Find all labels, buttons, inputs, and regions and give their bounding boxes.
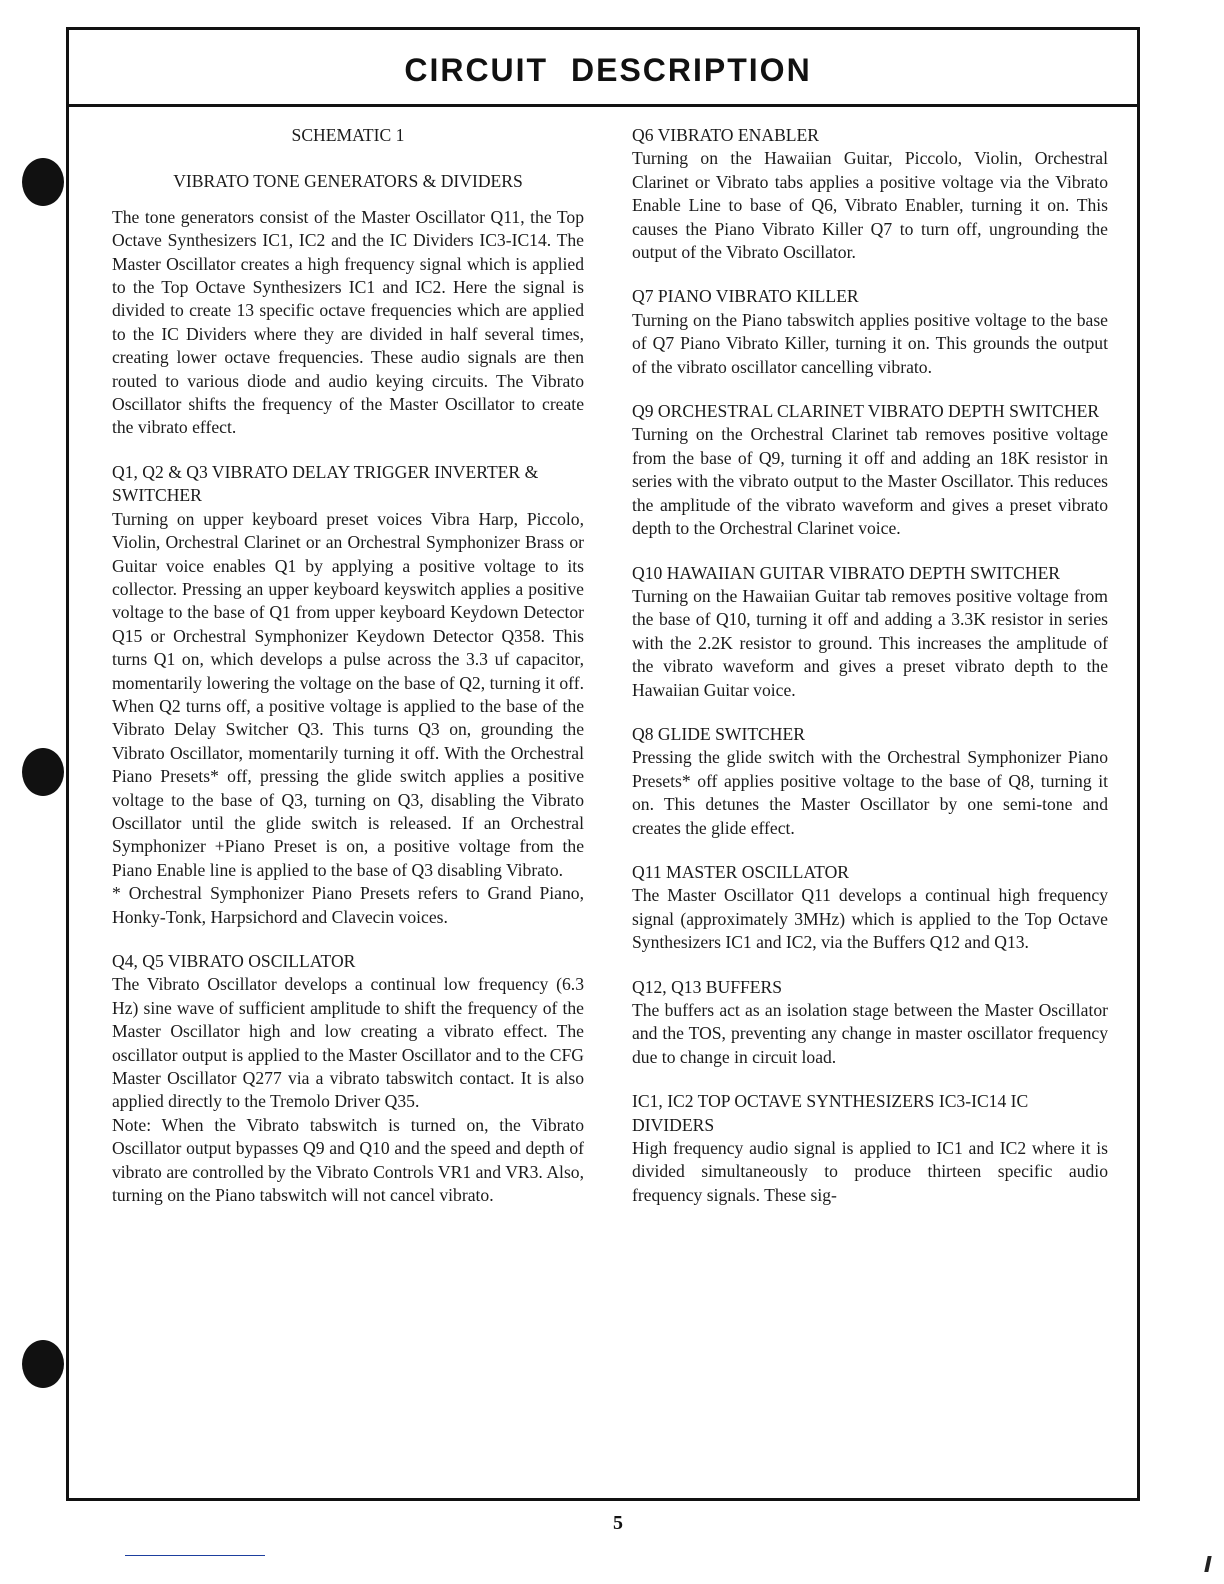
- punch-hole-bottom: [22, 1340, 64, 1388]
- section-body: The buffers act as an isolation stage between the Master Oscillator and the TOS, preventing any change in master oscillator frequency due to change in circuit load.: [632, 1000, 1108, 1067]
- section-heading: Q7 PIANO VIBRATO KILLER: [632, 286, 859, 307]
- section-heading: Q1, Q2 & Q3 VIBRATO DELAY TRIGGER INVERTER & SWITCHER: [112, 461, 539, 506]
- section-q1-q2-q3: [112, 461, 584, 929]
- section-heading: Q12, Q13 BUFFERS: [632, 976, 783, 997]
- section-heading: Q11 MASTER OSCILLATOR: [632, 861, 850, 882]
- section-heading: Q10 HAWAIIAN GUITAR VIBRATO DEPTH SWITCHER: [632, 562, 1061, 583]
- intro-section: [112, 206, 584, 440]
- schematic-title: SCHEMATIC 1: [291, 125, 405, 145]
- intro-paragraph: The tone generators consist of the Master Oscillator Q11, the Top Octave Synthesizers IC1, IC2 and the IC Dividers IC3-IC14. The Master Oscillator creates a high frequency signal which is applied to the Top Octave Synthesizers IC1 and IC2. Here the signal is divided to create 13 specific octave frequencies which are applied to the IC Dividers where they are divided in half several times, creating lower octave frequencies. These audio signals are then routed to various diode and audio keying circuits. The Vibrato Oscillator shifts the frequency of the Master Oscillator to create the vibrato effect.: [112, 206, 584, 438]
- section-body: Turning on upper keyboard preset voices Vibra Harp, Piccolo, Violin, Orchestral Clarinet or an Orchestral Symphonizer Brass or Guitar voice enables Q1 by applying a positive voltage to its collector. Pressing an upper keyboard keyswitch applies a positive voltage to the base of Q1 from upper keyboard Keydown Detector Q15 or Orchestral Symphonizer Keydown Detector Q358. This turns Q1 on, which develops a pulse across the 3.3 uf capacitor, momentarily lowering the voltage on the base of Q2, turning it off. When Q2 turns off, a positive voltage is applied to the base of the Vibrato Delay Switcher Q3. This turns Q3 on, grounding the Vibrato Oscillator, momentarily turning it off. With the Orchestral Piano Presets* off, pressing the glide switch applies a positive voltage to the base of Q3, turning on Q3, disabling the Vibrato Oscillator until the glide switch is released. If an Orchestral Symphonizer +Piano Preset is on, a positive voltage from the Piano Enable line is applied to the base of Q3 disabling Vibrato.: [112, 508, 584, 880]
- section-body: Turning on the Orchestral Clarinet tab removes positive voltage from the base of Q9, turning it off and adding an 18K resistor in series with the vibrato output to the Master Oscillator. This reduces the amplitude of the vibrato waveform and gives a preset vibrato depth to the Orchestral Clarinet voice.: [632, 424, 1108, 539]
- section-q8: [632, 723, 1108, 840]
- section-q12-q13: [632, 976, 1108, 1070]
- section-note: Note: When the Vibrato tabswitch is turned on, the Vibrato Oscillator output bypasses Q9 and Q10 and the speed and depth of vibrato are controlled by the Vibrato Controls VR1 and VR3. Also, turning on the Piano tabswitch will not cancel vibrato.: [112, 1114, 584, 1206]
- section-heading: Q4, Q5 VIBRATO OSCILLATOR: [112, 951, 356, 971]
- punch-hole-top: [22, 158, 64, 206]
- section-body: Pressing the glide switch with the Orchestral Symphonizer Piano Presets* off applies positive voltage to the base of Q8, turning it on. This detunes the Master Oscillator by one semi-tone and creates the glide effect.: [632, 747, 1108, 838]
- section-body: The Master Oscillator Q11 develops a continual high frequency signal (approximately 3MHz) which is applied to the Top Octave Synthesizers IC1 and IC2, via the Buffers Q12 and Q13.: [632, 885, 1108, 953]
- bottom-rule: [125, 1555, 265, 1556]
- corner-mark: [1204, 1556, 1211, 1572]
- punch-hole-middle: [22, 748, 64, 796]
- section-q4-q5: [112, 950, 584, 1207]
- header-bar: [69, 30, 1137, 107]
- page-frame: [66, 27, 1140, 1501]
- section-q6: [632, 124, 1108, 264]
- section-q10: [632, 562, 1108, 702]
- left-column: [112, 124, 584, 1228]
- section-body: The Vibrato Oscillator develops a continual low frequency (6.3 Hz) sine wave of sufficient amplitude to shift the frequency of the Master Oscillator high and low creating a vibrato effect. The oscillator output is applied to the Master Oscillator and to the CFG Master Oscillator Q277 via a vibrato tabswitch contact. It is also applied directly to the Tremolo Driver Q35.: [112, 974, 584, 1112]
- section-body: Turning on the Piano tabswitch applies positive voltage to the base of Q7 Piano Vibrato Killer, turning it on. This grounds the output of the vibrato oscillator cancelling vibrato.: [632, 309, 1108, 377]
- page-number: 5: [613, 1512, 623, 1534]
- section-body: Turning on the Hawaiian Guitar, Piccolo, Violin, Orchestral Clarinet or Vibrato tabs applies a positive voltage via the Vibrato Enable Line to base of Q6, Vibrato Enabler, turning it on. This causes the Piano Vibrato Killer Q7 to turn off, ungrounding the output of the Vibrato Oscillator.: [632, 148, 1108, 263]
- section-body: High frequency audio signal is applied to IC1 and IC2 where it is divided simultaneously to produce thirteen specific audio frequency signals. These sig-: [632, 1138, 1108, 1205]
- section-heading: IC1, IC2 TOP OCTAVE SYNTHESIZERS IC3-IC14 IC DIVIDERS: [632, 1091, 1029, 1135]
- section-q7: [632, 285, 1108, 379]
- section-q11: [632, 861, 1108, 955]
- right-column: [632, 124, 1108, 1228]
- section-note: * Orchestral Symphonizer Piano Presets refers to Grand Piano, Honky-Tonk, Harpsichord and Clavecin voices.: [112, 883, 584, 927]
- page-title: CIRCUIT DESCRIPTION: [404, 51, 812, 88]
- section-heading: Q8 GLIDE SWITCHER: [632, 723, 805, 744]
- section-q9: [632, 400, 1108, 540]
- section-title: VIBRATO TONE GENERATORS & DIVIDERS: [173, 171, 523, 192]
- section-heading: Q9 ORCHESTRAL CLARINET VIBRATO DEPTH SWITCHER: [632, 401, 1100, 422]
- section-ic1-ic14: [632, 1090, 1108, 1207]
- section-heading: Q6 VIBRATO ENABLER: [632, 125, 820, 145]
- section-body: Turning on the Hawaiian Guitar tab removes positive voltage from the base of Q10, turning it off and adding a 3.3K resistor in series with the 2.2K resistor to ground. This increases the amplitude of the vibrato waveform and gives a preset vibrato depth to the Hawaiian Guitar voice.: [632, 585, 1108, 700]
